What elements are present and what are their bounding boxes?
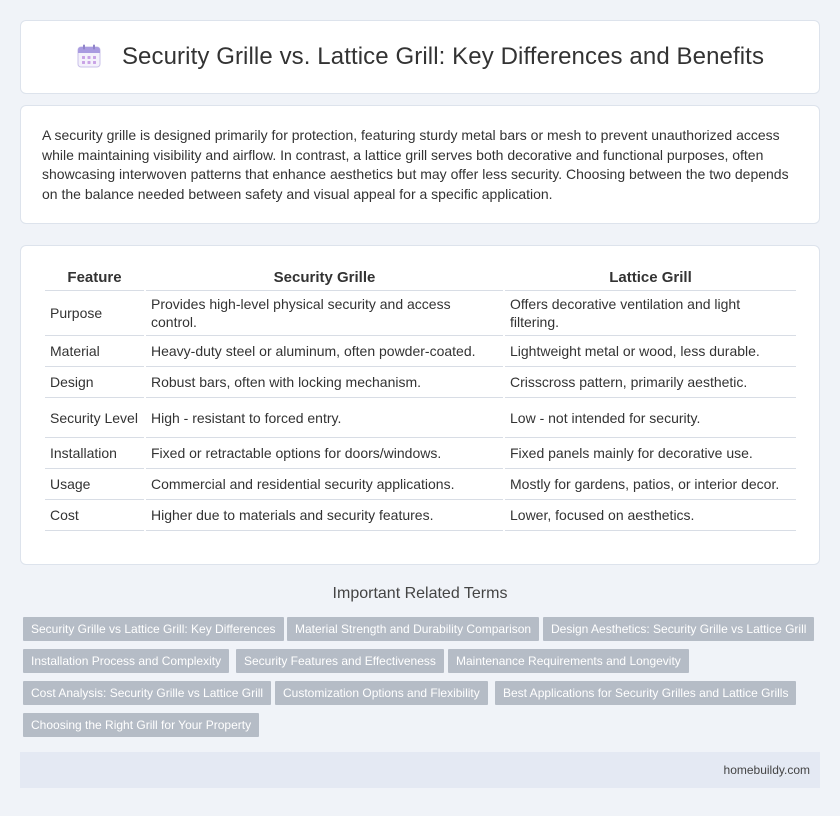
related-tag[interactable]: Security Features and Effectiveness [236,649,444,673]
lattice-grill-cell: Offers decorative ventilation and light filtering. [505,291,796,336]
feature-cell: Security Level [45,398,144,438]
lattice-grill-cell: Crisscross pattern, primarily aesthetic. [505,367,796,398]
related-tag[interactable]: Security Grille vs Lattice Grill: Key Differences [23,617,284,641]
table-row [45,367,796,398]
table-row [45,500,796,531]
security-grille-cell: Higher due to materials and security features. [146,500,503,531]
related-tag[interactable]: Maintenance Requirements and Longevity [448,649,689,673]
security-grille-cell: Commercial and residential security applications. [146,469,503,500]
lattice-grill-cell: Fixed panels mainly for decorative use. [505,438,796,469]
related-tag[interactable]: Best Applications for Security Grilles and Lattice Grills [495,681,796,705]
table-row [45,398,796,438]
footer-site-link[interactable]: homebuildy.com [723,763,810,777]
related-terms-title: Important Related Terms [332,585,508,602]
table-row [45,469,796,500]
lattice-grill-cell: Mostly for gardens, patios, or interior decor. [505,469,796,500]
related-tag[interactable]: Customization Options and Flexibility [275,681,488,705]
security-grille-cell: Heavy-duty steel or aluminum, often powder-coated. [146,336,503,367]
security-grille-cell: Fixed or retractable options for doors/windows. [146,438,503,469]
calendar-icon [76,43,102,69]
lattice-grill-cell: Low - not intended for security. [505,398,796,438]
feature-cell: Cost [45,500,144,531]
feature-cell: Design [45,367,144,398]
feature-cell: Usage [45,469,144,500]
lattice-grill-cell: Lightweight metal or wood, less durable. [505,336,796,367]
related-tag[interactable]: Material Strength and Durability Comparison [287,617,539,641]
feature-cell: Installation [45,438,144,469]
comparison-table-card [20,245,820,565]
table-row [45,336,796,367]
intro-text: A security grille is designed primarily for protection, featuring sturdy metal bars or mesh to prevent unauthorized access while maintaining visibility and airflow. In contrast, a lattice grill serves both decorative and functional purposes, often showcasing interwoven patterns that enhance aesthetics but may offer less security. Choosing between the two depends on the balance needed between safety and visual appeal for a specific application. [42,127,789,202]
security-grille-cell: Robust bars, often with locking mechanism. [146,367,503,398]
related-tag[interactable]: Cost Analysis: Security Grille vs Lattice Grill [23,681,271,705]
header-feature: Feature [45,264,144,291]
table-row [45,438,796,469]
security-grille-cell: High - resistant to forced entry. [146,398,503,438]
page-title: Security Grille vs. Lattice Grill: Key Differences and Benefits [121,43,765,70]
security-grille-cell: Provides high-level physical security and access control. [146,291,503,336]
header-lattice-grill: Lattice Grill [505,264,796,291]
comparison-table [43,264,798,531]
related-tag[interactable]: Choosing the Right Grill for Your Property [23,713,259,737]
related-tag[interactable]: Design Aesthetics: Security Grille vs Lattice Grill [543,617,814,641]
header-card [20,20,820,94]
feature-cell: Purpose [45,291,144,336]
table-row [45,291,796,336]
header-security-grille: Security Grille [146,264,503,291]
feature-cell: Material [45,336,144,367]
related-tag[interactable]: Installation Process and Complexity [23,649,229,673]
footer [20,752,820,788]
lattice-grill-cell: Lower, focused on aesthetics. [505,500,796,531]
table-header-row [45,264,796,291]
intro-card [20,105,820,224]
